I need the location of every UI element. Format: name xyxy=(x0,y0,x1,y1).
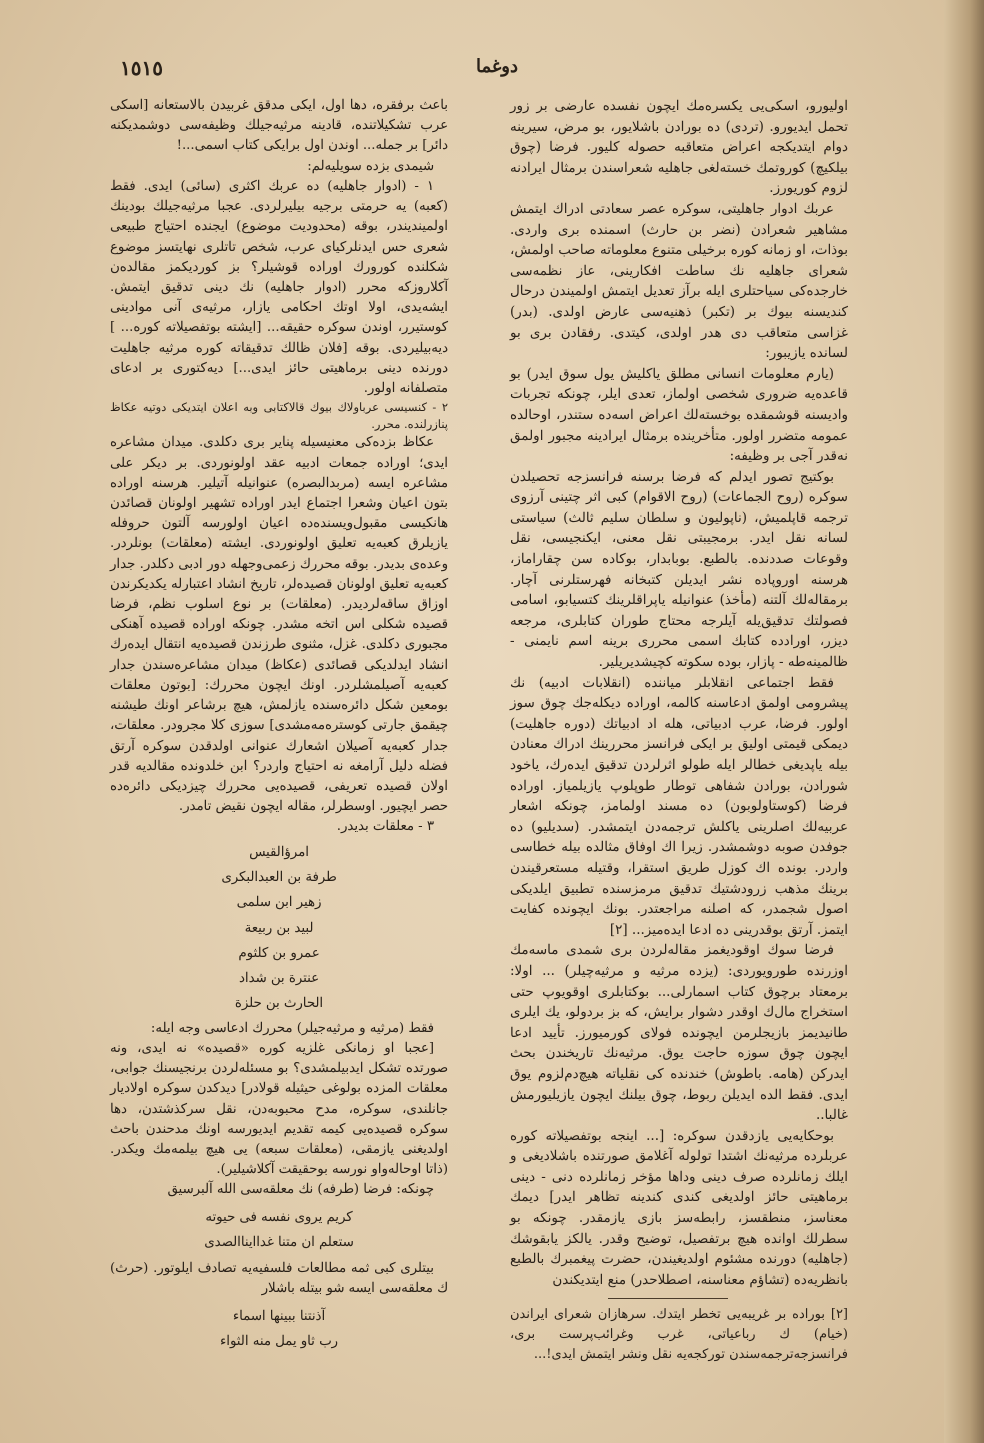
list-item: زهیر ابن سلمی xyxy=(236,895,322,911)
footnote-text: [۲] بوراده بر غریبه‌یی تخطر ایتدك. سرهازان شعرای ایراندن (خیام) ك رباعیاتی، غرب وغرائب‌پرست بری، فرانسزجه‌ترجمه‌سندن تورکجه‌یه نقل ونشر ایتمش ایدی!... xyxy=(510,1307,848,1363)
poem-verse-1 xyxy=(110,1205,448,1256)
item-2-paragraph: عکاظ بزده‌کی معنیسیله پنایر بری دکلدی. میدان مشاعره ایدی؛ اوراده جمعات ادبیه عقد اولونوردی. بر دیکر علی مشاعره ایسه (مربدالبصره) عنوانیله آتیلیر. هرسنه اوراده بتون اعیان وشعرا اجتماع ایدر اوراده تشهیر اولونان قصائدن هانکیسی مقبول‌ویسنده‌ده اعیان اولورسه آلتون حروفله یازیلرق کعبه‌یه تعلیق اولونوردی. ایشته (معلقات) بونلردر. وعده‌ی بدیدر. بوقه محررك زعمی‌وجهله دور ادبی دکلدر. جدار کعبه‌یه تعلیق اولونان قصیده‌لر، تاریخ انشاد اعتبارله یکدیکرندن اوزاق ساقه‌لردیدر. (معلقات) بر نوع اسلوب نظم، فرضا قصیده شکلی اس اتخه مشدر. چونکه اوراده قصیده آهنکی مجبوری دکلدی. غزل، مثنوی طرزندن قصیده‌یه انتقال ایده‌رك انشاد ایدلدیکی قصائدی (عکاظ) میدان مشاعره‌سندن جدار کعبه‌یه آصیلمشلردر. اونك ایچون محررك: [بوتون معلقات بومعین شکل دائره‌سنده یازلمش، هیچ برشاعر اونك طیشنه چیقمق جارتی کوستره‌مه‌مشدی] سوزی کلا مجرودر. معلقات، جدار کعبه‌یه آصیلان اشعارك عنوانی اولدقدن سوکره آرتق فضله دلیل آرامغه نه احتیاج واردر؟ ابن خلدونده مقالدیه قدر اولان قصیده تعریفی، قصیده‌یی محررك چیزدیکی دائره‌ده حصر ایچیور. اوسطرلر، مقاله ایچون نقیض تامدر. xyxy=(110,435,448,815)
book-binding-shadow xyxy=(944,0,984,1443)
page-header xyxy=(120,56,874,86)
verse-line: رب ثاو یمل منه الثواء xyxy=(220,1333,338,1349)
page-number: ١٥١٥ xyxy=(120,56,163,80)
list-item: عمرو بن کلثوم xyxy=(238,945,320,961)
poem-verse-2 xyxy=(110,1304,448,1355)
left-column xyxy=(110,96,448,1358)
paragraph: اولیورو، اسکی‌یی یکسره‌مك ایچون نفسده عارضی بر زور تحمل ایدیورو. (تردی) ده بورادن باشلایور، بو مرض، سیرینه دوام ایتدیکجه اعراض متعاقبه حصوله کلیور. فرضا (چوق بیلکیچ) کوروتمك خسته‌لغی جاهلیه شعراسندن برمثال ایرادنه لزوم کوریورز. xyxy=(510,98,848,197)
paragraph: فقط اجتماعی انقلابلر میاننده (انقلابات ادبیه) نك پیشرومی اولمق ادعاسنه کالمه، اوراده دیکله‌جك چوق سوز اولور. فرضا، عرب ادبیاتی، هله اد ادبیاتك (دوره جاهلیت) دیمکی قیمتی اولیق بر ایکی فرانسز محررینك ادراك معنادن بیله یاپدیغی خطالر ایله طولو اثرلردن تدقیق ایده‌رك، یاخود شورادن، بورادن شفاهی توطار طوپلوپ یازیلمیاز. اوراده فرضا (کوستاولوبون) ده مسند اولمامز، چونکه اشعار عربیه‌لك اصلرینی یاکلش ترجمه‌دن ایتمشدر. (سدیلیو) ده جوفدن صوبه دوشمشدر. زیرا اك اوفاق مثالده بیله خطاسی واردر. بونده اك کوزل طریق استقرا، وقتیله مستعرقیندن برینك مذهب زرودشتیك تدقیق مرمزسنده تطبیق ایلدیکی اصول شجمدر، که اصلنه مراجعتدر. بونك ایچونده کفایت ایتمز. آرتق بوقدرینی ده ادعا ایده‌میز... [۲] xyxy=(510,674,848,938)
list-item: طرفة بن العبدالبکری xyxy=(221,869,337,885)
paragraph: [عجبا او زمانکی غلزیه کوره «قصیده» نه ایدی، ونه صورتده تشکل ایدبیلمشدی؟ بو مسئله‌لردن برنجیسنك جوابی، معلقات المزده بولوغی حیثیله قولادر] دیدکدن سوکره اولادیار جانلندی، سوکره، مدح محبوبه‌دن، نقل سرکذشتدن، دها سوکره قصیده‌یی کیمه تقدیم ایدیورسه اونك مدحندن باحث اولدیغنی یازمقی، (معلقات سبعه) یی هیچ بیلمه‌مك ویکدر. (ذاتا اوحاله‌واو نورسه بوحقیقت آکلاشیلیر). xyxy=(110,1040,448,1178)
item-2-title: ٢ - کنسیسی عرباولاك بیوك قالاکتابی وبه اعلان ایتدیکی دوتیه عکاظ پنازرلنده. محرر. xyxy=(110,400,448,432)
verse-line: آذنتنا ببینها اسماء xyxy=(232,1308,326,1324)
paragraph: بوحکایه‌یی یازدقدن سوکره: [... اینجه بوتفصیلاته کوره عربلرده مرثیه‌نك اشتدا تولوله آغلامق صورتنده باشلادیغی و ایلك زمانلرده صرف دینی وداها مؤخر زمانلرده دنی - دینی برماهیتی حائز اولدیغی کندی کندینه تظاهر ایدر] دیمك معناسز، منطقسز، رابطه‌سز بازی یازمقدر. چونکه بو سطرلك اوانده هیچ برتفصیل، توضیح وقدر. یالکز یابقوشك (جاهلیه) دورنده مشئوم اولدیغیندن، حضرت پیغمبرك بالطبع بانظریه‌ده (تشاؤم معناسنه، اصطلاحدر) منع ایتدیکندن xyxy=(510,1127,848,1288)
paragraph: بوکتیج تصور ایدلم که فرضا برسنه فرانسزجه تحصیلدن سوکره (روح الجماعات) (روح الاقوام) کبی اثر چتینی آرزوی ترجمه قاپلمیش، (ناپولیون و سلطان سلیم ثالث) سیاستی لسانه نقل ایدر. برمجیبتی نقل معنی، ایکنجیسی، نقل وقوعات صددنده. بالطبع. بوبابدار، بوکاده سن چقاراماز، هرسنه اوروپاده نشر ایدیلن کتبخانه فهرستلرنی آچار. برمقاله‌لك آلتنه (مأخذ) عنوانیله یاپراقلرینك کتسیابو، اسامی فصولتك تدقیق‌یله آیلرجه محتاج طوران کتابلری، مرجعه دیزر، اورادده کتابك اسمی محرری برینه اسم نایمنی - ظالمینه‌طه - پازار، بوده سکوته کچیشدیریلیر. xyxy=(510,468,848,671)
intro-paragraph: باعث برفقره، دها اول، ایکی مدقق غربیدن بالاستعانه [اسکی عرب تشکیلاتنده، قادینه مرثیه‌جیلك وظیفه‌سی دوشمدیکنه دائر] بر جمله... اوندن اول برایکی کتاب اسمی...! xyxy=(110,98,448,154)
paragraph: عربك ادوار جاهلیتی، سوکره عصر سعادتی ادراك ایتمش مشاهیر شعرادن (نضر بن حارث) اسمنده بری واردی. بوذات، او زمانه کوره برخیلی متنوع معلوماته صاحب اولمش، شعرای جاهلیه‌ نك ساطت افکارینی، عاز نظمه‌سی خارجده‌کی سیاحتلری ایله برآز تعدیل ایتمش اولمیندن درحال کندیسنه بیوك بر (تکبر) ذهنیه‌سی عارض اولدی. (بدر) غزاسی متعاقب دی هدر اولدی، کیتدی. رفقادن بری بو لسانده یازیبور: xyxy=(510,200,848,362)
verse-line: کریم یروی نفسه فی حیوته xyxy=(205,1209,353,1225)
item-1-paragraph: ١ - (ادوار جاهلیه) ده عربك اکثری (سائی) ایدی. فقط (کعبه) یه حرمتی برجیه بیلیرلردی. عجبا مرثیه‌جیلك بودینك اولمیندیندر، بوقه (محدودیت موضوع) ایجنده احتیاج طبیعی شعری حس ایدنلرکیای عرب، شخص تاتلری نهایتسز موضوع شکلنده کورورك اوراده قوشیلر؟ بز کوردیکمز مقالده‌ن آکلاروزکه محرر (ادوار جاهلیه) نك دینی تدقیق ایتمش. ایشه‌یدی، اولا اوتك احکامی یازار، مرثیه‌ی آنی موادینی کوستیرر، اوندن سوکره حقیقه... [ایشته بوتفصیلاته کوره... ] دیه‌بیلیردی. بوقه [فلان ظالك تدقیقاته کوره مرثیه جاهلیت دورنده دینی برماهیتی حائز ایدی...] دیه‌کتوری بر ادعای متصلفانه اولور. xyxy=(110,178,448,397)
footnote-divider xyxy=(608,1298,728,1299)
muallaqat-list xyxy=(110,840,448,1017)
paragraph: (یارم معلومات انسانی مطلق یاکلیش یول سوق ایدر) بو قاعده‌یه ضروری شخصی اولماز، تعدی ایلر، چونکه تجربات وادیسنه قوشمقده بوخسته‌لك اعراض اسه‌ده ستندر، اوحالده عمومه متضرر اولور. متأخرینده برمثال ایرادینه مجبور اولمق نه‌قدر آجی بر وظیفه: xyxy=(510,365,848,465)
list-item: الحارث بن حلزة xyxy=(234,996,324,1012)
list-item: عنترة بن شداد xyxy=(239,971,319,987)
list-item: امرؤالقیس xyxy=(249,844,309,860)
paragraph: فقط (مرثیه و مرثیه‌جیلر) محررك ادعاسی وجه ایله: xyxy=(150,1020,434,1036)
right-column xyxy=(510,96,848,1365)
paragraph: بیتلری کبی ثمه مطالعات فلسفیه‌یه تصادف ایلوتور. (حرث) ك معلقه‌سی ایسه شو بیتله باشلار xyxy=(110,1261,448,1297)
paragraph: فرضا سوك اوقودیغمز مقاله‌لردن بری شمدی ماسه‌مك اوزرنده طورویوردی: (یزده مرثیه و مرثیه‌چیلر) ... اولا: برمعتاد برچوق کتاب اسمارلی... بوکتابلری اوقویوپ حتی استخراج مال‌ك اوقدر دشوار برایش، که بز بردولو، یك ایلری طانیدیمز بازیجلرمن ایچونده فولای کورمیورز. تأیید ادعا ایچون چوق سوزه حاجت یوق. مرثیه‌نك تاریخندن بحث ایدرکن (هامه. باطوش) خندنده کی نقلیاته هیچ‌دم‌لزوم یوق ایدی. فقط الده ایدیلن ربوط، چوق بیلنك ایچون یازیلیورمش غالبا.. xyxy=(510,942,848,1124)
running-title: دوغما xyxy=(475,56,519,77)
list-item: لبید بن ربیعة xyxy=(244,920,314,936)
footnote xyxy=(510,1305,848,1365)
item-3-title: ٣ - معلقات بدیدر. xyxy=(336,819,434,835)
lead-line: شیمدی بزده سویلیه‌لم: xyxy=(307,158,434,174)
verse-line: ستعلم ان متنا غداایناالصدی xyxy=(204,1234,354,1250)
paragraph: چونکه: فرضا (طرفه) نك معلقه‌سی الله آلبرسیق xyxy=(167,1182,434,1198)
